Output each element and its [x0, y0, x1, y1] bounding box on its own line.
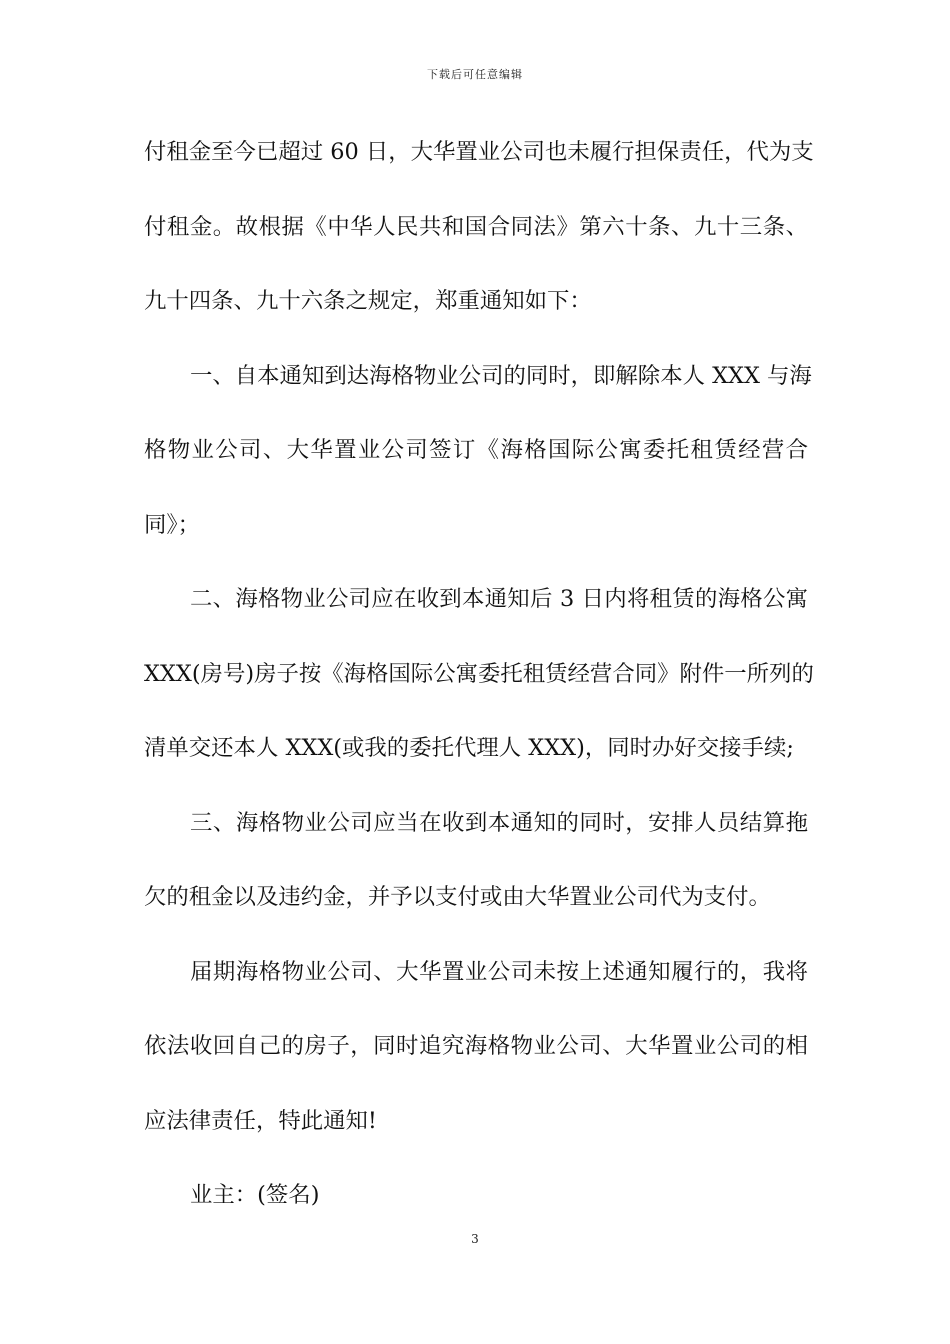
text-line: 付租金至今已超过 60 日，大华置业公司也未履行担保责任，代为支: [144, 139, 814, 165]
text-line: 格物业公司、大华置业公司签订《海格国际公寓委托租赁经营合: [144, 437, 808, 463]
document-body: [144, 130, 814, 1248]
text-line: 届期海格物业公司、大华置业公司未按上述通知履行的，我将: [190, 958, 808, 985]
text-line: 付租金。故根据《中华人民共和国合同法》第六十条、九十三条、: [144, 213, 808, 240]
text-line: 欠的租金以及违约金，并予以支付或由大华置业公司代为支付。: [144, 884, 771, 910]
page-number: 3: [471, 1232, 479, 1246]
signature-line: 业主：(签名): [190, 1182, 320, 1208]
text-line: 依法收回自己的房子，同时追究海格物业公司、大华置业公司的相: [144, 1033, 808, 1059]
text-line: 清单交还本人 XXX(或我的委托代理人 XXX)，同时办好交接手续;: [144, 735, 794, 761]
text-line: 三、海格物业公司应当在收到本通知的同时，安排人员结算拖: [190, 809, 808, 836]
text-line: 同》；: [144, 511, 200, 538]
text-line: 九十四条、九十六条之规定，郑重通知如下：: [144, 288, 592, 314]
text-line: XXX(房号)房子按《海格国际公寓委托租赁经营合同》附件一所列的: [144, 660, 814, 687]
text-line: 二、海格物业公司应在收到本通知后 3 日内将租赁的海格公寓: [190, 586, 808, 612]
text-line: 一、自本通知到达海格物业公司的同时，即解除本人 XXX 与海: [190, 362, 812, 389]
text-line: 应法律责任，特此通知!: [144, 1107, 377, 1134]
page-header: 下载后可任意编辑: [427, 68, 523, 81]
